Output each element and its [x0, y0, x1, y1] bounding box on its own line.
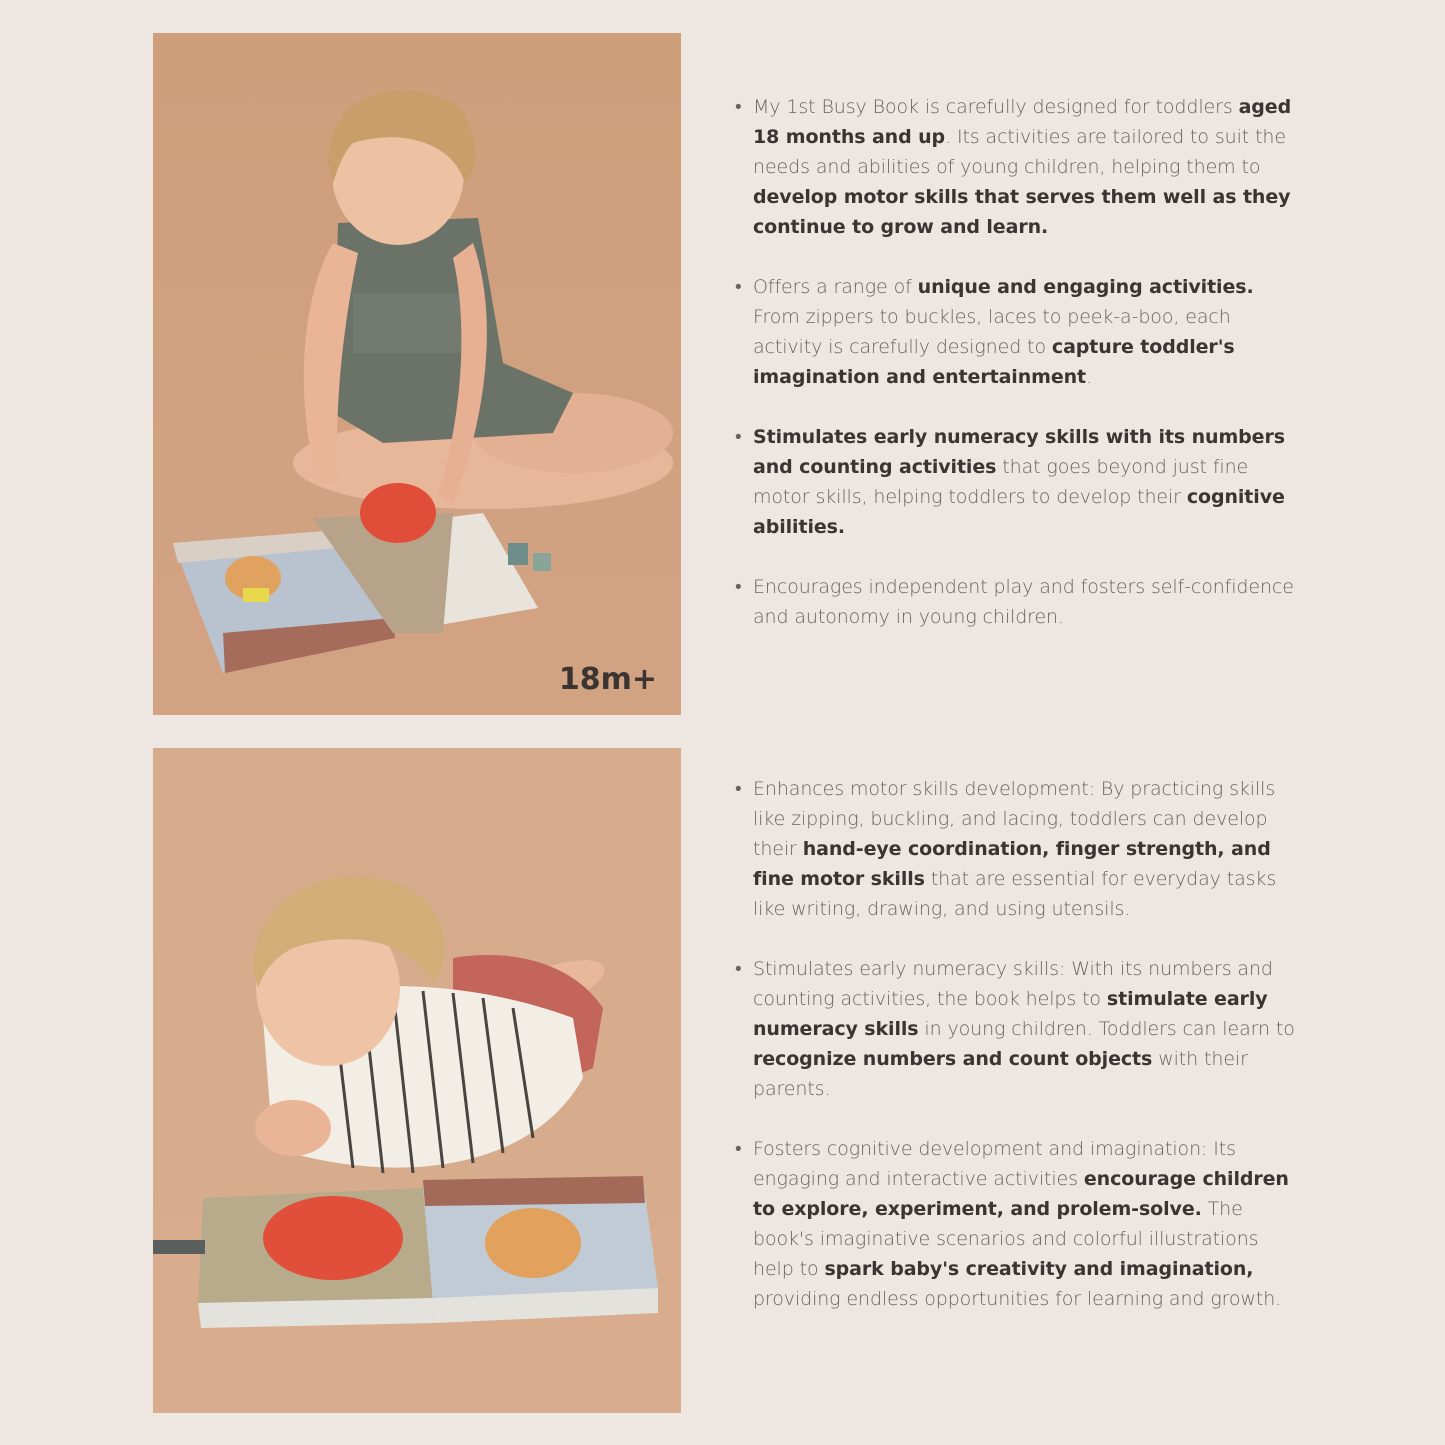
photo-girl-sitting: [153, 33, 681, 715]
feature-text-bold: stimulate early numeracy skills: [753, 988, 1268, 1040]
feature-bullet: [735, 92, 1295, 242]
feature-text-bold: aged 18 months and up: [753, 96, 1292, 148]
feature-text-regular: .: [1086, 366, 1092, 388]
feature-text-regular: Stimulates early numeracy skills: With its numbers and counting activities, the book helps to: [753, 958, 1273, 1010]
feature-text-regular: Encourages independent play and fosters self-confidence and autonomy in young children.: [753, 576, 1294, 628]
feature-bullet: [735, 272, 1295, 392]
feature-text-bold: spark baby's creativity and imagination,: [824, 1258, 1254, 1280]
feature-text-regular: From zippers to buckles, laces to peek-a-boo, each activity is carefully designed to: [753, 306, 1231, 358]
feature-text-bold: hand-eye coordination, finger strength, and fine motor skills: [753, 838, 1271, 890]
feature-bullet: [735, 572, 1295, 632]
feature-text-regular: Enhances motor skills development: By practicing skills like zipping, buckling, and lacing, toddlers can develop their: [753, 778, 1276, 860]
feature-text: [753, 272, 1295, 392]
bullet-dot-icon: •: [735, 1138, 742, 1160]
feature-text-regular: The book's imaginative scenarios and colorful illustrations help to: [753, 1198, 1259, 1280]
feature-text: [753, 774, 1295, 924]
features-list-1: [735, 92, 1295, 662]
feature-text-regular: in young children. Toddlers can learn to: [918, 1018, 1295, 1040]
feature-text-bold: capture toddler's imagination and entertainment: [753, 336, 1235, 388]
features-list-2: [735, 774, 1295, 1344]
bullet-dot-icon: •: [735, 96, 742, 118]
feature-text-regular: . Its activities are tailored to suit the needs and abilities of young children, helping them to: [753, 126, 1286, 178]
age-badge: 18m+: [558, 662, 657, 697]
feature-text: [753, 92, 1295, 242]
feature-text: [753, 572, 1295, 632]
feature-bullet: [735, 774, 1295, 924]
feature-text-bold: Stimulates early numeracy skills with its numbers and counting activities: [753, 426, 1285, 478]
bullet-dot-icon: •: [735, 958, 742, 980]
feature-text-bold: recognize numbers and count objects: [753, 1048, 1153, 1070]
feature-text: [753, 954, 1295, 1104]
feature-text-regular: that goes beyond just fine motor skills, helping toddlers to develop their: [753, 456, 1249, 508]
feature-bullet: [735, 422, 1295, 542]
bullet-dot-icon: •: [735, 426, 742, 448]
feature-text-regular: My 1st Busy Book is carefully designed for toddlers: [753, 96, 1239, 118]
feature-text: [753, 1134, 1295, 1314]
feature-text-regular: that are essential for everyday tasks like writing, drawing, and using utensils.: [753, 868, 1277, 920]
feature-text-regular: Offers a range of: [753, 276, 918, 298]
feature-text: [753, 422, 1295, 542]
feature-text-regular: providing endless opportunities for learning and growth.: [753, 1288, 1282, 1310]
feature-text-regular: with their parents.: [753, 1048, 1248, 1100]
photo-girl-sitting-illustration: [153, 33, 681, 715]
feature-text-bold: cognitive abilities.: [753, 486, 1285, 538]
photo-toddler-lying-illustration: [153, 748, 681, 1413]
feature-text-bold: develop motor skills that serves them well as they continue to grow and learn.: [753, 186, 1291, 238]
feature-text-bold: encourage children to explore, experiment, and prolem-solve.: [753, 1168, 1289, 1220]
feature-bullet: [735, 1134, 1295, 1314]
feature-bullet: [735, 954, 1295, 1104]
bullet-dot-icon: •: [735, 778, 742, 800]
feature-text-bold: unique and engaging activities.: [917, 276, 1254, 298]
bullet-dot-icon: •: [735, 276, 742, 298]
bullet-dot-icon: •: [735, 576, 742, 598]
photo-toddler-lying: [153, 748, 681, 1413]
feature-text-regular: Fosters cognitive development and imagination: Its engaging and interactive activities: [753, 1138, 1236, 1190]
